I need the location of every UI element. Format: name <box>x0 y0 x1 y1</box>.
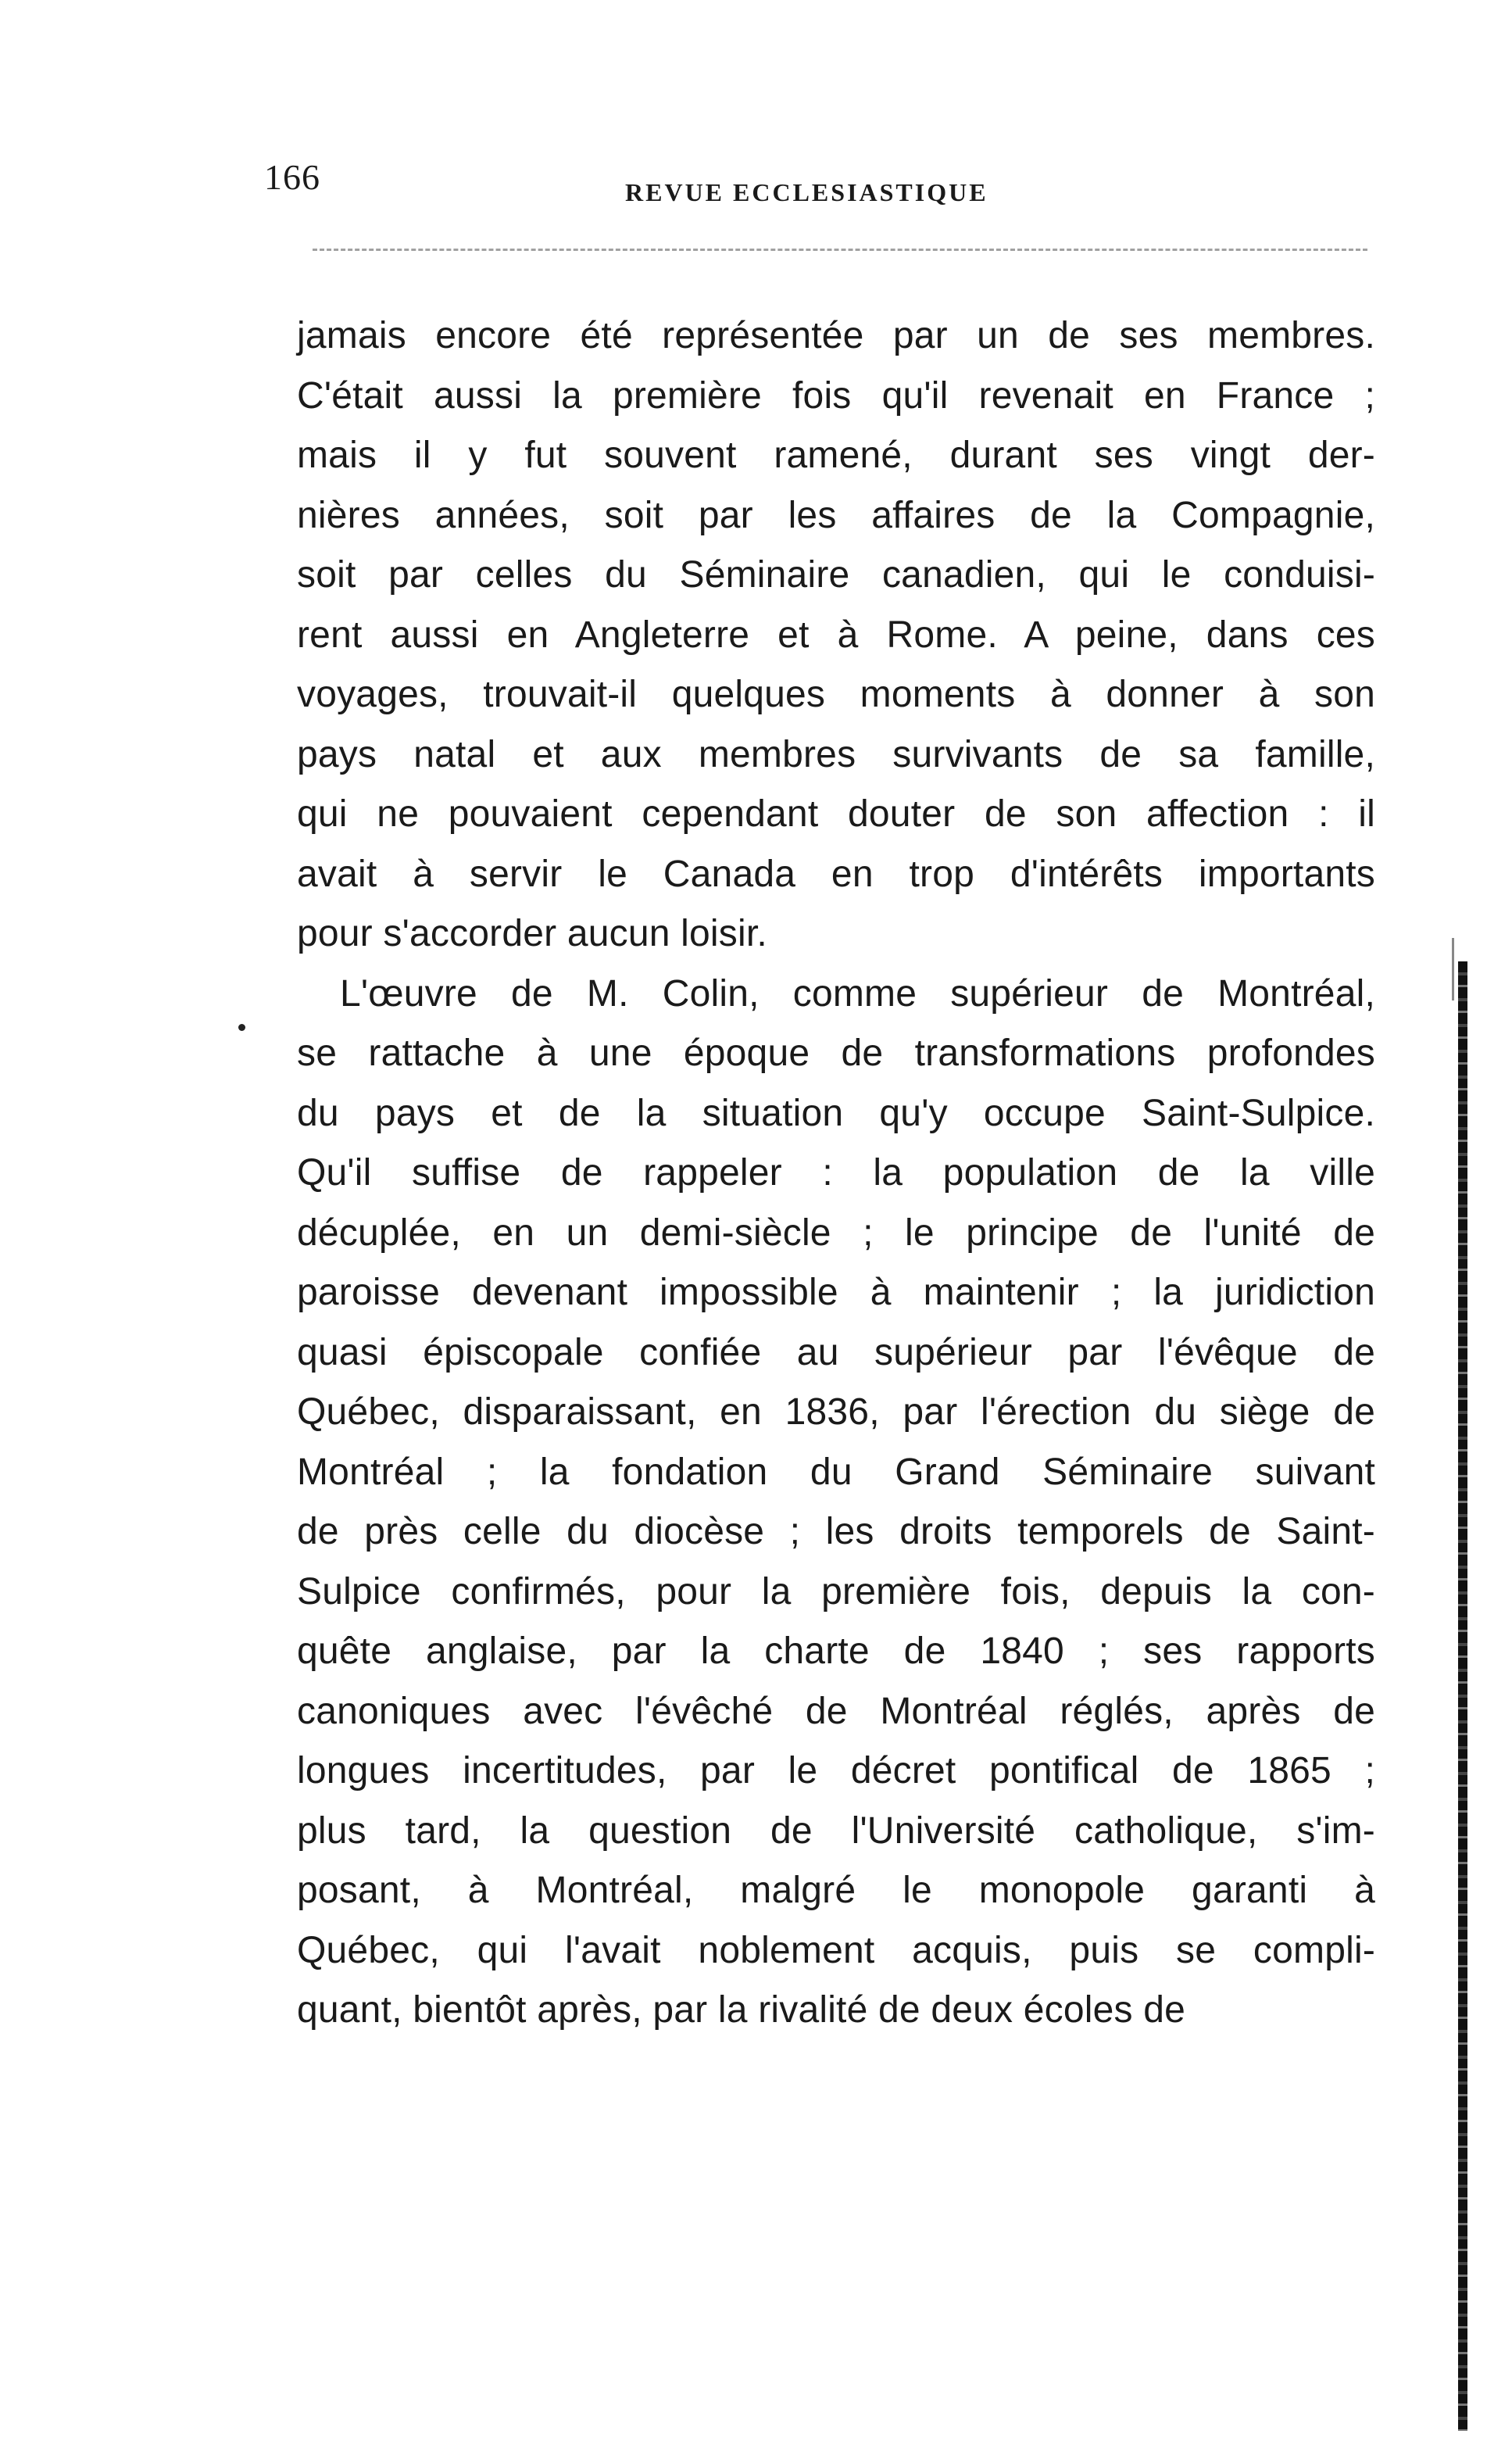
text-line: nières années, soit par les affaires de la Compagnie, <box>297 494 1375 536</box>
text-line: Sulpice confirmés, pour la première fois, depuis la con- <box>297 1570 1375 1612</box>
text-line: pays natal et aux membres survivants de sa famille, <box>297 733 1375 775</box>
text-line: rent aussi en Angleterre et à Rome. A peine, dans ces <box>297 614 1375 656</box>
text-line: jamais encore été représentée par un de ses membres. <box>297 315 1375 356</box>
text-line: qui ne pouvaient cependant douter de son affection : il <box>297 793 1375 835</box>
text-line: canoniques avec l'évêché de Montréal réglés, après de <box>297 1690 1375 1732</box>
text-line: du pays et de la situation qu'y occupe Saint-Sulpice. <box>297 1092 1375 1134</box>
text-line: voyages, trouvait-il quelques moments à donner à son <box>297 674 1375 715</box>
text-line: Qu'il suffise de rappeler : la population de la ville <box>297 1152 1375 1194</box>
text-line: quasi épiscopale confiée au supérieur par l'évêque de <box>297 1331 1375 1373</box>
page-number: 166 <box>264 157 320 197</box>
text-line: pour s'accorder aucun loisir. <box>297 913 767 954</box>
body-text <box>297 306 1375 2041</box>
text-line: Montréal ; la fondation du Grand Séminaire suivant <box>297 1451 1375 1493</box>
margin-mark <box>238 1024 245 1031</box>
text-line: quant, bientôt après, par la rivalité de deux écoles de <box>297 1989 1186 2031</box>
text-line: soit par celles du Séminaire canadien, qui le conduisi- <box>297 554 1375 596</box>
text-line: paroisse devenant impossible à maintenir ; la juridiction <box>297 1272 1375 1313</box>
text-line: quête anglaise, par la charte de 1840 ; ses rapports <box>297 1630 1375 1672</box>
scan-edge-shadow <box>1458 961 1467 2431</box>
text-line: L'œuvre de M. Colin, comme supérieur de Montréal, <box>340 972 1375 1015</box>
text-line: décuplée, en un demi-siècle ; le principe de l'unité de <box>297 1212 1375 1254</box>
text-line: Québec, qui l'avait noblement acquis, puis se compli- <box>297 1929 1375 1971</box>
text-line: Québec, disparaissant, en 1836, par l'érection du siège de <box>297 1391 1375 1433</box>
scan-edge-mark <box>1452 938 1454 1000</box>
text-line: mais il y fut souvent ramené, durant ses vingt der- <box>297 435 1375 476</box>
header-rule <box>313 249 1367 251</box>
text-line: de près celle du diocèse ; les droits temporels de Saint- <box>297 1511 1375 1552</box>
text-line: C'était aussi la première fois qu'il revenait en France ; <box>297 374 1375 417</box>
running-head: REVUE ECCLESIASTIQUE <box>625 178 988 206</box>
text-line: posant, à Montréal, malgré le monopole garanti à <box>297 1870 1375 1911</box>
text-line: avait à servir le Canada en trop d'intérêts importants <box>297 853 1375 895</box>
text-line: plus tard, la question de l'Université catholique, s'im- <box>297 1809 1375 1852</box>
text-line: longues incertitudes, par le décret pontifical de 1865 ; <box>297 1750 1375 1791</box>
text-line: se rattache à une époque de transformations profondes <box>297 1033 1375 1074</box>
